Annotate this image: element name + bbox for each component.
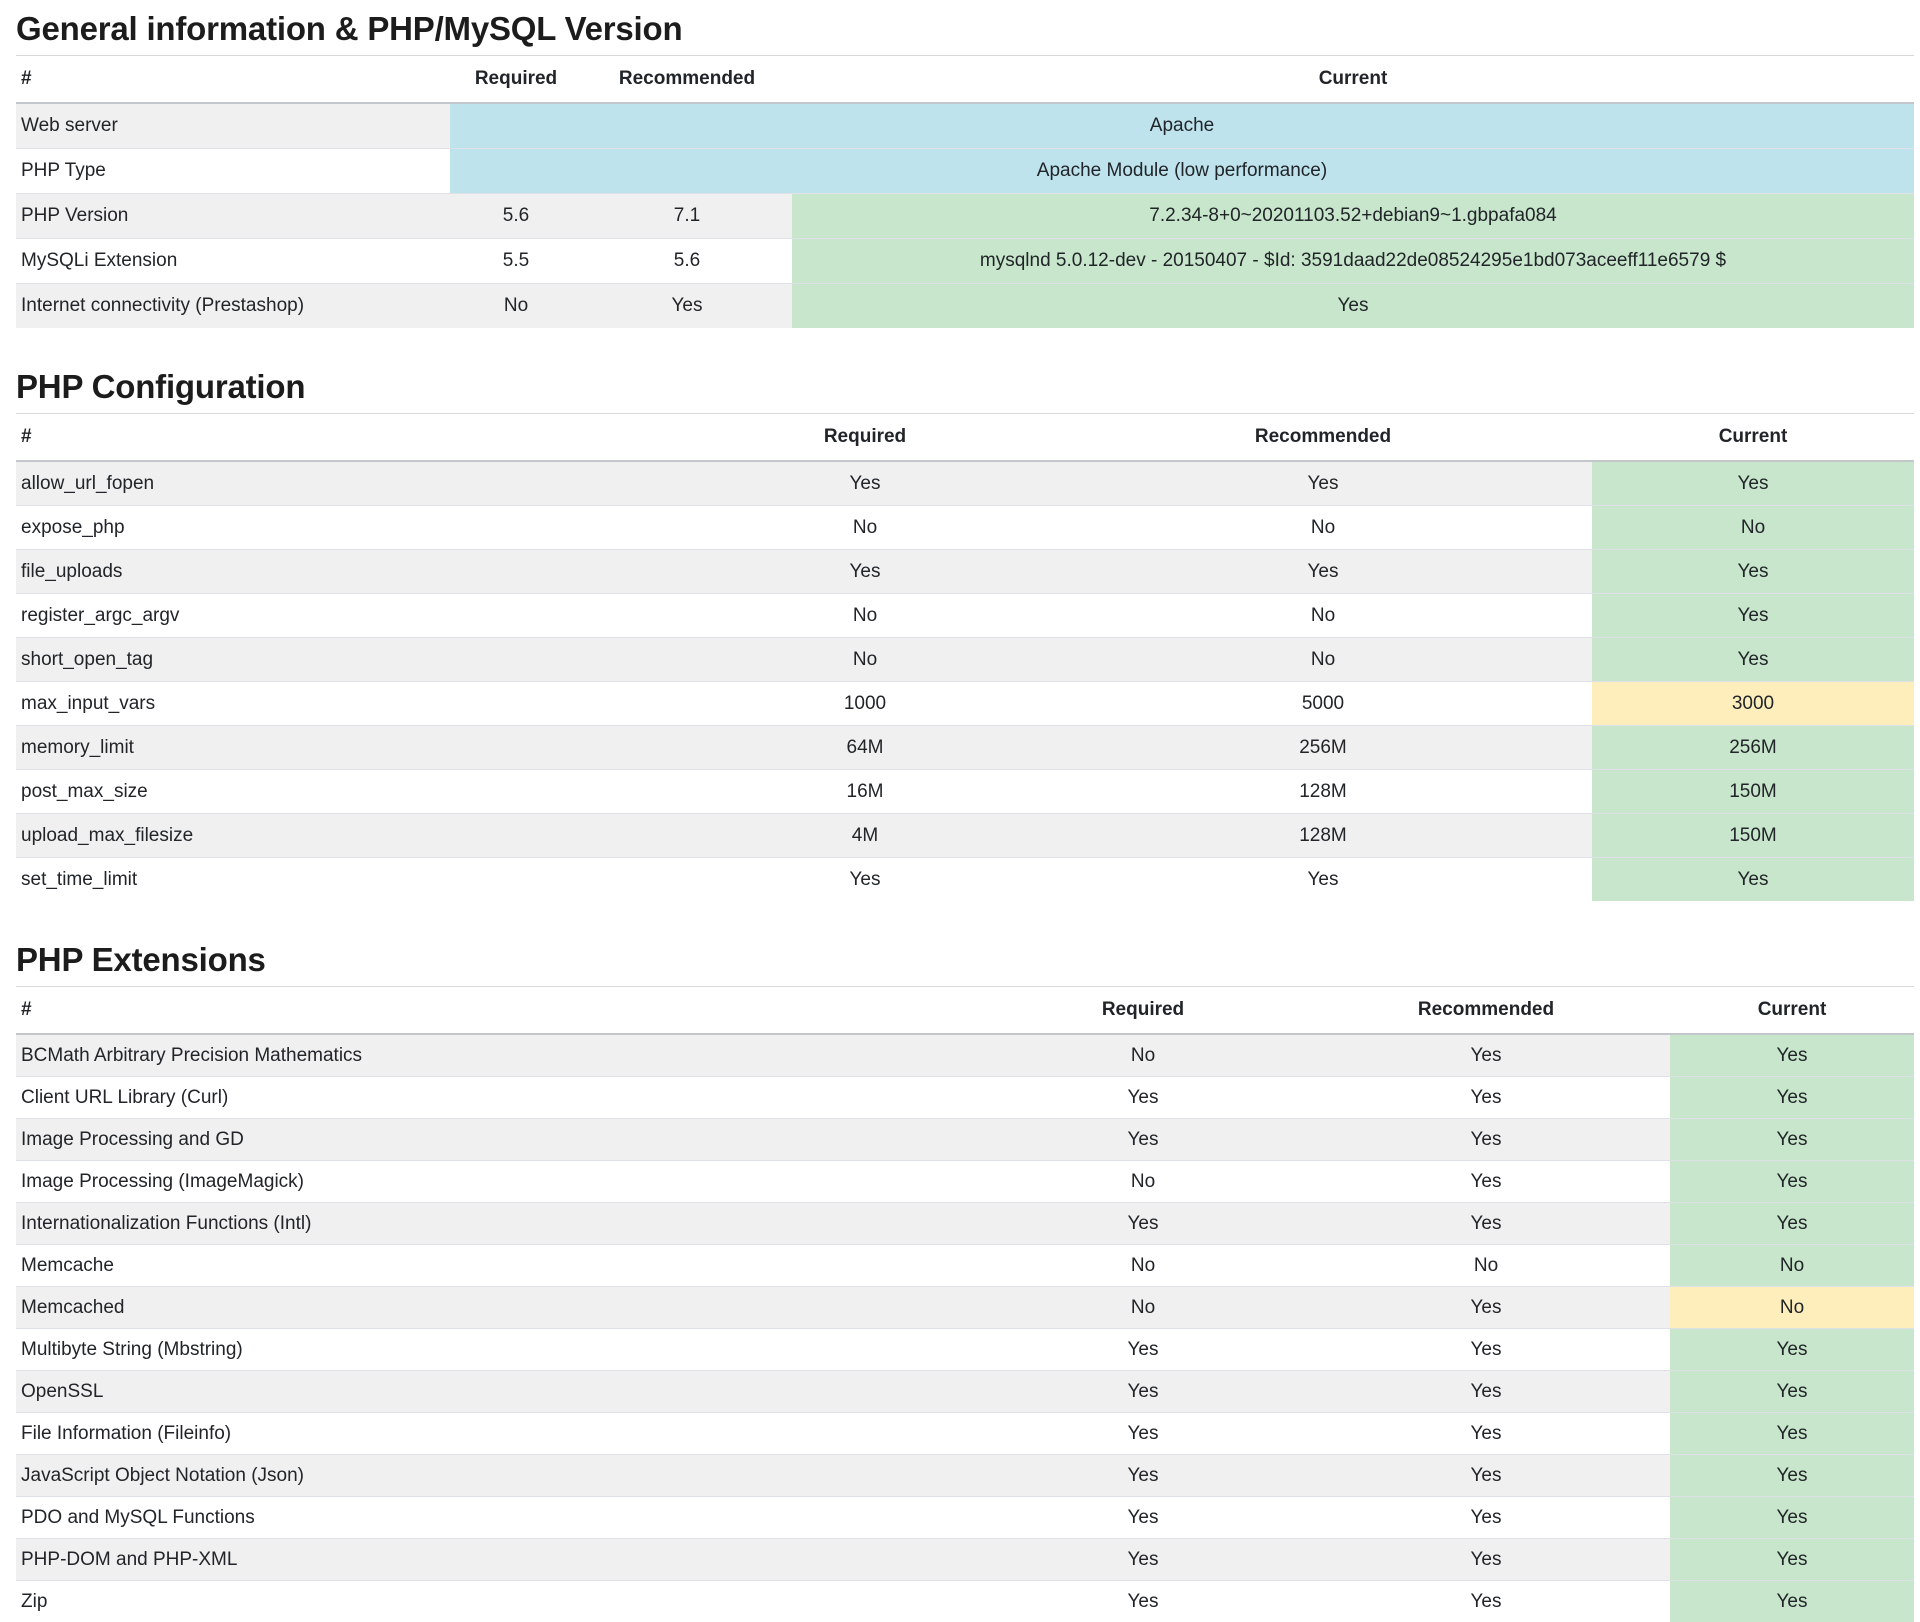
section-general-info [16,2,1914,328]
column-header-hash: # [16,414,676,461]
cell-required: No [984,1245,1302,1287]
cell-current: 7.2.34-8+0~20201103.52+debian9~1.gbpafa084 [792,194,1914,239]
section-php-extensions [16,933,1914,1622]
cell-recommended: Yes [1302,1287,1670,1329]
cell-label: set_time_limit [16,858,676,902]
table-row [16,149,1914,194]
table-row [16,103,1914,149]
table-row [16,1287,1914,1329]
cell-current: Yes [1592,858,1914,902]
table-row [16,814,1914,858]
cell-required: No [984,1161,1302,1203]
cell-recommended: Yes [1302,1581,1670,1622]
cell-recommended: No [1054,506,1592,550]
column-header-recommended: Recommended [1302,987,1670,1034]
cell-required: No [676,638,1054,682]
table-row [16,1119,1914,1161]
cell-current: Yes [1592,461,1914,506]
column-header-required: Required [984,987,1302,1034]
column-header-current: Current [792,56,1914,103]
cell-current: 3000 [1592,682,1914,726]
column-header-hash: # [16,987,984,1034]
table-row [16,1034,1914,1077]
cell-recommended: 256M [1054,726,1592,770]
section-php-configuration [16,360,1914,901]
cell-required: 1000 [676,682,1054,726]
cell-label: post_max_size [16,770,676,814]
table-header-row [16,414,1914,461]
cell-label: Multibyte String (Mbstring) [16,1329,984,1371]
cell-label: Internationalization Functions (Intl) [16,1203,984,1245]
cell-required: 4M [676,814,1054,858]
cell-label: PHP Type [16,149,450,194]
cell-label: Client URL Library (Curl) [16,1077,984,1119]
cell-required: Yes [984,1329,1302,1371]
cell-current: 256M [1592,726,1914,770]
cell-recommended: Yes [1054,461,1592,506]
cell-recommended: Yes [1302,1455,1670,1497]
section-title-php-extensions: PHP Extensions [16,933,1914,987]
cell-current: Yes [1592,638,1914,682]
cell-current: Apache Module (low performance) [450,149,1914,194]
cell-label: Image Processing and GD [16,1119,984,1161]
cell-required: No [450,284,582,329]
cell-required: No [676,594,1054,638]
cell-label: expose_php [16,506,676,550]
table-row [16,858,1914,902]
table-row [16,1413,1914,1455]
cell-required: Yes [984,1413,1302,1455]
general-info-table [16,56,1914,328]
cell-current: Yes [1670,1371,1914,1413]
table-row [16,1455,1914,1497]
cell-recommended: Yes [1054,550,1592,594]
cell-current: Yes [1670,1034,1914,1077]
cell-recommended: Yes [1302,1371,1670,1413]
cell-current: Yes [1670,1455,1914,1497]
table-row [16,726,1914,770]
cell-label: Image Processing (ImageMagick) [16,1161,984,1203]
cell-required: Yes [984,1077,1302,1119]
cell-recommended: 7.1 [582,194,792,239]
table-row [16,1539,1914,1581]
section-title-general-info: General information & PHP/MySQL Version [16,2,1914,56]
cell-required: 64M [676,726,1054,770]
cell-current: Yes [1670,1119,1914,1161]
table-row [16,594,1914,638]
cell-label: MySQLi Extension [16,239,450,284]
cell-recommended: Yes [1302,1413,1670,1455]
cell-recommended: 128M [1054,814,1592,858]
section-title-php-configuration: PHP Configuration [16,360,1914,414]
cell-required: Yes [984,1497,1302,1539]
cell-current: Yes [1670,1077,1914,1119]
cell-required: No [676,506,1054,550]
cell-current: Yes [1592,594,1914,638]
cell-recommended: Yes [1302,1034,1670,1077]
cell-current: Yes [1592,550,1914,594]
table-row [16,550,1914,594]
cell-required: Yes [676,461,1054,506]
cell-recommended: Yes [1302,1497,1670,1539]
php-extensions-table [16,987,1914,1622]
cell-recommended: 5000 [1054,682,1592,726]
table-row [16,461,1914,506]
cell-recommended: No [1054,594,1592,638]
cell-recommended: Yes [1302,1539,1670,1581]
cell-required: Yes [984,1119,1302,1161]
table-row [16,194,1914,239]
cell-current: No [1670,1245,1914,1287]
table-row [16,1371,1914,1413]
cell-recommended: Yes [1302,1161,1670,1203]
cell-required: 5.6 [450,194,582,239]
cell-required: Yes [984,1203,1302,1245]
table-row [16,506,1914,550]
table-row [16,239,1914,284]
cell-recommended: Yes [1054,858,1592,902]
table-row [16,1203,1914,1245]
cell-recommended: Yes [1302,1203,1670,1245]
cell-required: Yes [676,858,1054,902]
cell-current: Yes [1670,1497,1914,1539]
table-row [16,1329,1914,1371]
table-row [16,638,1914,682]
table-row [16,1581,1914,1622]
cell-label: PDO and MySQL Functions [16,1497,984,1539]
cell-label: File Information (Fileinfo) [16,1413,984,1455]
column-header-hash: # [16,56,450,103]
table-row [16,1077,1914,1119]
cell-label: PHP-DOM and PHP-XML [16,1539,984,1581]
cell-label: Memcache [16,1245,984,1287]
cell-current: No [1592,506,1914,550]
cell-recommended: Yes [582,284,792,329]
cell-recommended: No [1302,1245,1670,1287]
cell-label: short_open_tag [16,638,676,682]
cell-label: upload_max_filesize [16,814,676,858]
column-header-recommended: Recommended [1054,414,1592,461]
cell-current: Yes [1670,1203,1914,1245]
cell-required: Yes [984,1539,1302,1581]
cell-required: 5.5 [450,239,582,284]
column-header-required: Required [676,414,1054,461]
cell-recommended: No [1054,638,1592,682]
cell-required: No [984,1034,1302,1077]
requirements-checker-page [16,2,1914,1622]
cell-recommended: Yes [1302,1329,1670,1371]
cell-recommended: 5.6 [582,239,792,284]
cell-current: Yes [1670,1329,1914,1371]
column-header-required: Required [450,56,582,103]
cell-current: Yes [1670,1539,1914,1581]
cell-label: Zip [16,1581,984,1622]
cell-label: allow_url_fopen [16,461,676,506]
column-header-current: Current [1592,414,1914,461]
cell-label: JavaScript Object Notation (Json) [16,1455,984,1497]
cell-label: memory_limit [16,726,676,770]
cell-recommended: Yes [1302,1119,1670,1161]
cell-required: Yes [984,1581,1302,1622]
cell-current: 150M [1592,814,1914,858]
cell-current: Apache [450,103,1914,149]
table-row [16,1161,1914,1203]
cell-recommended: 128M [1054,770,1592,814]
cell-label: OpenSSL [16,1371,984,1413]
cell-label: max_input_vars [16,682,676,726]
cell-label: Memcached [16,1287,984,1329]
cell-label: BCMath Arbitrary Precision Mathematics [16,1034,984,1077]
table-row [16,1245,1914,1287]
cell-required: Yes [984,1371,1302,1413]
table-header-row [16,56,1914,103]
cell-current: No [1670,1287,1914,1329]
cell-recommended: Yes [1302,1077,1670,1119]
cell-current: Yes [1670,1581,1914,1622]
cell-required: Yes [984,1455,1302,1497]
cell-label: Web server [16,103,450,149]
cell-current: Yes [1670,1413,1914,1455]
cell-required: No [984,1287,1302,1329]
table-row [16,1497,1914,1539]
table-row [16,284,1914,329]
php-configuration-table [16,414,1914,901]
table-header-row [16,987,1914,1034]
cell-label: PHP Version [16,194,450,239]
cell-label: Internet connectivity (Prestashop) [16,284,450,329]
table-row [16,770,1914,814]
cell-label: file_uploads [16,550,676,594]
cell-label: register_argc_argv [16,594,676,638]
cell-current: 150M [1592,770,1914,814]
column-header-current: Current [1670,987,1914,1034]
cell-current: mysqlnd 5.0.12-dev - 20150407 - $Id: 3591daad22de08524295e1bd073aceeff11e6579 $ [792,239,1914,284]
cell-current: Yes [1670,1161,1914,1203]
table-row [16,682,1914,726]
cell-required: Yes [676,550,1054,594]
column-header-recommended: Recommended [582,56,792,103]
cell-required: 16M [676,770,1054,814]
cell-current: Yes [792,284,1914,329]
